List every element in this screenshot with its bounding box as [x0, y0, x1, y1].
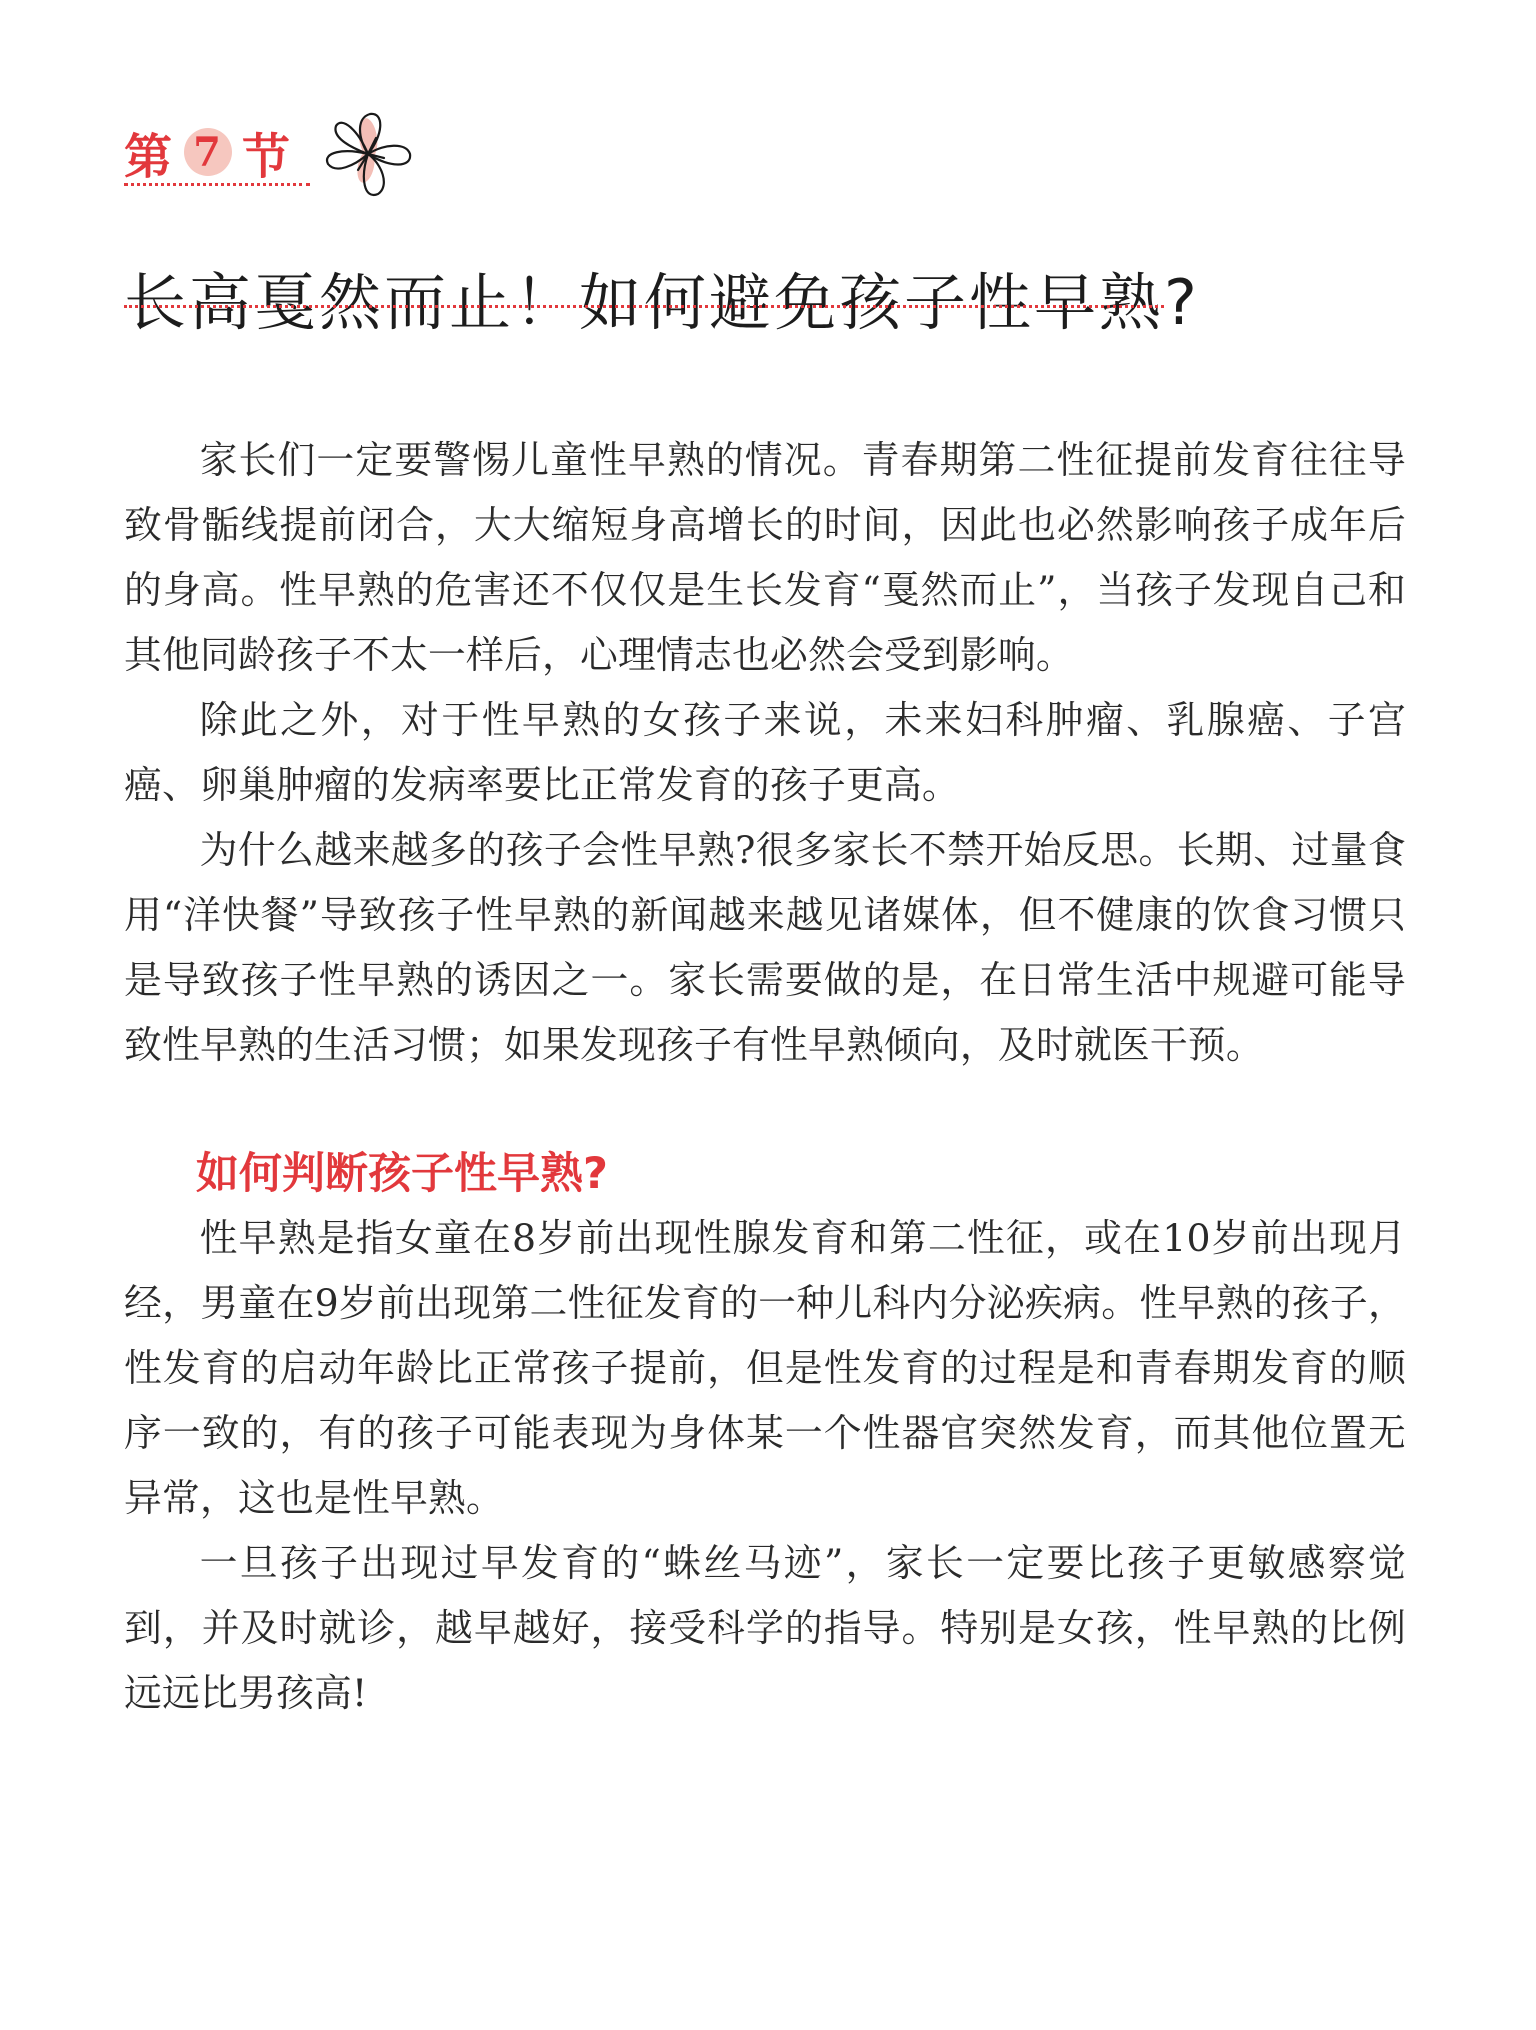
intro-paragraph-2: 除此之外，对于性早熟的女孩子来说，未来妇科肿瘤、乳腺癌、子宫癌、卵巢肿瘤的发病率要比正常发育的孩子更高。	[124, 698, 1406, 807]
section-prefix: 第	[124, 128, 175, 185]
title-dotted-underline	[124, 305, 1164, 308]
section-paragraph-2: 一旦孩子出现过早发育的“蛛丝马迹”，家长一定要比孩子更敏感察觉到，并及时就诊，越早越好，接受科学的指导。特别是女孩，性早熟的比例远远比男孩高!	[124, 1541, 1406, 1715]
section-suffix: 节	[242, 128, 293, 185]
section-paragraph-1: 性早熟是指女童在8岁前出现性腺发育和第二性征，或在10岁前出现月经，男童在9岁前出现第二性征发育的一种儿科内分泌疾病。性早熟的孩子，性发育的启动年龄比正常孩子提前，但是性发育的过程是和青春期发育的顺序一致的，有的孩子可能表现为身体某一个性器官突然发育，而其他位置无异常，这也是性早熟。	[124, 1216, 1406, 1520]
page-title: 长高戛然而止！如何避免孩子性早熟?	[124, 265, 1200, 339]
flower-ornament-icon	[318, 108, 418, 200]
intro-text	[124, 428, 1406, 1078]
subheading: 如何判断孩子性早熟?	[196, 1148, 608, 1199]
section-dotted-underline	[124, 183, 310, 186]
section-number-badge: 7	[184, 128, 232, 176]
section-label	[124, 112, 292, 192]
intro-paragraph-1: 家长们一定要警惕儿童性早熟的情况。青春期第二性征提前发育往往导致骨骺线提前闭合，大大缩短身高增长的时间，因此也必然影响孩子成年后的身高。性早熟的危害还不仅仅是生长发育“戛然而止”，当孩子发现自己和其他同龄孩子不太一样后，心理情志也必然会受到影响。	[124, 438, 1406, 677]
intro-paragraph-3: 为什么越来越多的孩子会性早熟?很多家长不禁开始反思。长期、过量食用“洋快餐”导致孩子性早熟的新闻越来越见诸媒体，但不健康的饮食习惯只是导致孩子性早熟的诱因之一。家长需要做的是，在日常生活中规避可能导致性早熟的生活习惯；如果发现孩子有性早熟倾向，及时就医干预。	[124, 828, 1406, 1067]
section-text	[124, 1206, 1406, 1726]
